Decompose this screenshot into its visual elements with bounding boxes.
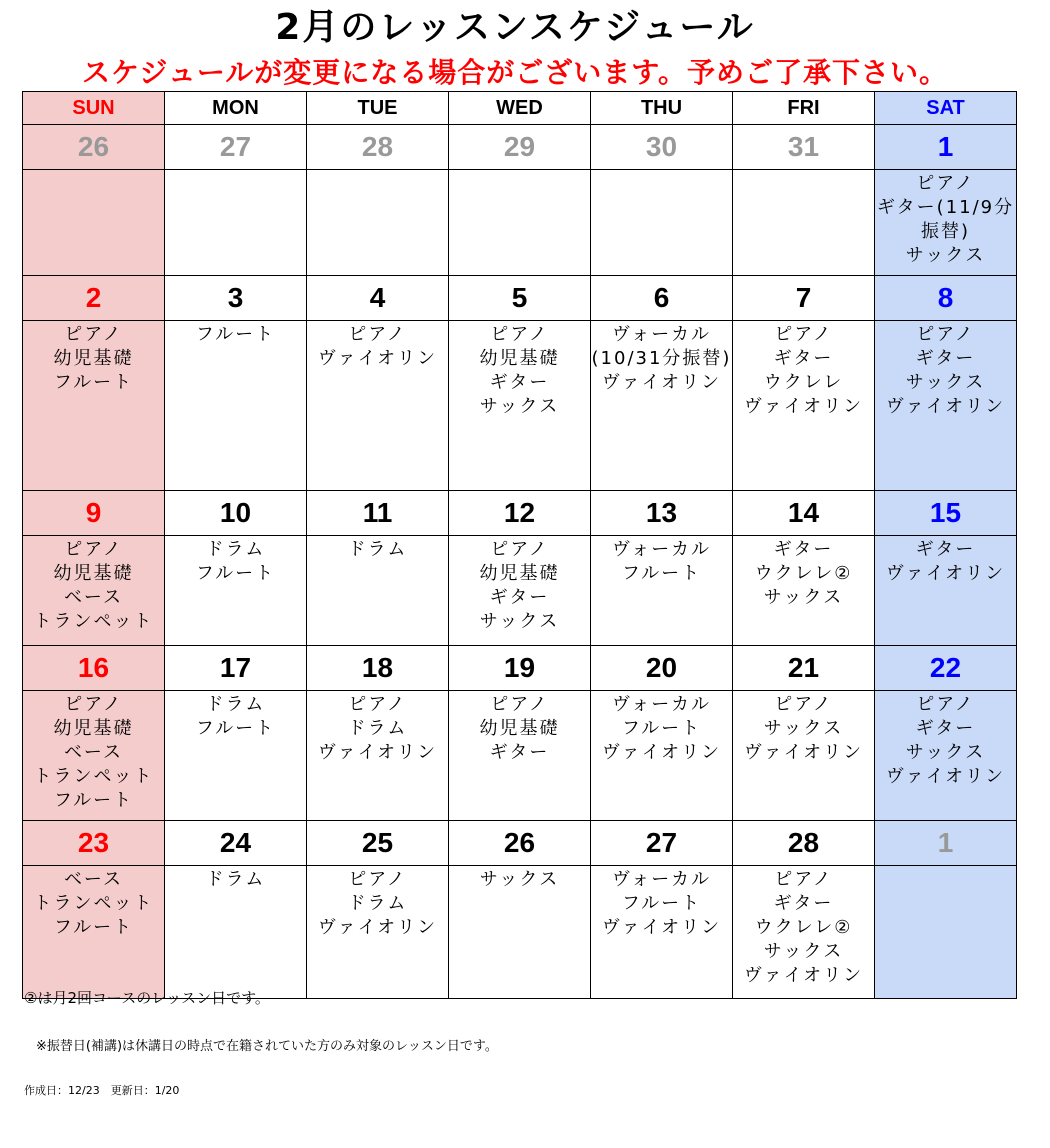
date-number: 13 [591,491,733,536]
lesson-item: フルート [621,563,702,584]
lesson-item: ヴァイオリン [601,372,722,393]
lesson-item: フルート [195,718,276,739]
lesson-item: ピアノ [490,324,549,345]
lesson-item: サックス [479,869,560,890]
page-title: 2月のレッスンスケジュール [275,7,755,48]
weekday-header-row [23,92,1017,125]
day-lessons [875,691,1017,821]
lesson-item: ヴァイオリン [601,917,722,938]
day-lessons [23,691,165,821]
lesson-item: ヴァイオリン [317,348,438,369]
lesson-row [23,691,1017,821]
weekday-sun: SUN [23,92,165,125]
lesson-item: ピアノ [490,694,549,715]
date-number: 1 [875,821,1017,866]
lesson-row [23,536,1017,646]
date-number: 1 [875,125,1017,170]
lesson-row [23,321,1017,491]
lesson-item: ピアノ [348,694,407,715]
lesson-item: トランペット [33,611,154,632]
lesson-item: トランペット [33,766,154,787]
day-lessons [875,321,1017,491]
day-lessons [449,170,591,276]
date-number: 28 [733,821,875,866]
date-number: 19 [449,646,591,691]
date-number: 5 [449,276,591,321]
day-lessons [23,536,165,646]
day-lessons [307,321,449,491]
day-lessons [591,866,733,999]
lesson-item: ピアノ [348,869,407,890]
date-number: 6 [591,276,733,321]
lesson-item: ウクレレ [763,372,844,393]
day-lessons [307,536,449,646]
date-number: 10 [165,491,307,536]
date-number: 2 [23,276,165,321]
day-lessons [591,170,733,276]
lesson-item: ピアノ [916,324,975,345]
weekday-tue: TUE [307,92,449,125]
lesson-item: 幼児基礎 [53,563,134,584]
day-lessons [23,321,165,491]
day-lessons [165,866,307,999]
lesson-item: フルート [621,893,702,914]
created-updated-dates: 作成日：12/23 更新日：1/20 [24,1084,180,1097]
lesson-item: ベース [63,869,124,890]
calendar-body [23,92,1017,999]
lesson-item: ヴァイオリン [317,742,438,763]
change-notice: スケジュールが変更になる場合がございます。予めご了承下さい。 [81,56,949,89]
date-number: 9 [23,491,165,536]
lesson-item: ピアノ [774,869,833,890]
lesson-item: サックス [905,245,986,266]
lesson-item: サックス [479,396,560,417]
lesson-item: ウクレレ② [754,917,853,938]
lesson-item: ヴァイオリン [743,742,864,763]
lesson-item: サックス [763,587,844,608]
date-number: 31 [733,125,875,170]
lesson-item: ヴォーカル [612,539,711,560]
lesson-item: 幼児基礎 [479,348,560,369]
date-number: 14 [733,491,875,536]
date-number: 16 [23,646,165,691]
day-lessons [449,691,591,821]
lesson-item: ドラム [205,694,266,715]
weekday-sat: SAT [875,92,1017,125]
lesson-item: ヴァイオリン [601,742,722,763]
lesson-item: ヴァイオリン [743,396,864,417]
lesson-item: 幼児基礎 [479,563,560,584]
lesson-item: ピアノ [774,694,833,715]
date-number: 22 [875,646,1017,691]
date-number: 29 [449,125,591,170]
lesson-item: トランペット [33,893,154,914]
day-lessons [875,866,1017,999]
day-lessons [165,536,307,646]
lesson-item: ギター [915,718,976,739]
lesson-row [23,866,1017,999]
lesson-item: ピアノ [774,324,833,345]
lesson-item: ドラム [347,893,408,914]
day-lessons [165,691,307,821]
lesson-item: フルート [53,917,134,938]
lesson-item: サックス [763,941,844,962]
lesson-item: ヴォーカル [612,324,711,345]
weekday-mon: MON [165,92,307,125]
lesson-item: フルート [195,563,276,584]
date-number: 12 [449,491,591,536]
lesson-item: フルート [195,324,276,345]
date-number: 27 [165,125,307,170]
lesson-item: ヴォーカル [612,869,711,890]
lesson-item: フルート [53,372,134,393]
day-lessons [307,170,449,276]
weekday-thu: THU [591,92,733,125]
day-lessons [733,536,875,646]
lesson-item: フルート [53,790,134,811]
date-number: 3 [165,276,307,321]
date-number: 27 [591,821,733,866]
lesson-item: ギター [773,539,834,560]
lesson-item: ピアノ [348,324,407,345]
lesson-item: 幼児基礎 [53,718,134,739]
lesson-item: サックス [905,372,986,393]
date-number: 23 [23,821,165,866]
lesson-item: ピアノ [490,539,549,560]
day-lessons [165,170,307,276]
lesson-item: ドラム [347,539,408,560]
date-number: 4 [307,276,449,321]
day-lessons [733,170,875,276]
date-number: 26 [23,125,165,170]
lesson-item: ヴァイオリン [743,965,864,986]
date-number: 18 [307,646,449,691]
lesson-item: ベース [63,742,124,763]
date-number: 21 [733,646,875,691]
weekday-wed: WED [449,92,591,125]
lesson-item: ギター [489,372,550,393]
day-lessons [307,691,449,821]
lesson-item: サックス [905,742,986,763]
day-lessons [591,536,733,646]
lesson-item: ピアノ [64,539,123,560]
day-lessons [449,321,591,491]
lesson-item: ギター [773,893,834,914]
day-lessons [165,321,307,491]
date-number-row [23,276,1017,321]
date-number: 28 [307,125,449,170]
lesson-row [23,170,1017,276]
day-lessons [875,170,1017,276]
lesson-item: ギター [915,539,976,560]
lesson-item: ギター [773,348,834,369]
lesson-item: ドラム [205,869,266,890]
date-number: 30 [591,125,733,170]
lesson-item: ピアノ [916,173,975,194]
date-number-row [23,821,1017,866]
lesson-item: フルート [621,718,702,739]
date-number-row [23,125,1017,170]
lesson-item: ピアノ [916,694,975,715]
lesson-item: ピアノ [64,694,123,715]
lesson-calendar [22,91,1017,999]
day-lessons [591,691,733,821]
lesson-item: ウクレレ② [754,563,853,584]
day-lessons [591,321,733,491]
lesson-item: サックス [763,718,844,739]
date-number-row [23,646,1017,691]
lesson-item: 振替) [920,221,971,242]
date-number-row [23,491,1017,536]
day-lessons [733,866,875,999]
date-number: 11 [307,491,449,536]
date-number: 17 [165,646,307,691]
twice-monthly-note: ②は月2回コースのレッスン日です。 [24,989,270,1007]
lesson-item: 幼児基礎 [479,718,560,739]
lesson-item: ヴォーカル [612,694,711,715]
date-number: 25 [307,821,449,866]
lesson-item: ギター [915,348,976,369]
date-number: 7 [733,276,875,321]
date-number: 26 [449,821,591,866]
lesson-item: ベース [63,587,124,608]
day-lessons [733,321,875,491]
date-number: 8 [875,276,1017,321]
day-lessons [23,866,165,999]
lesson-item: サックス [479,611,560,632]
lesson-item: 幼児基礎 [53,348,134,369]
day-lessons [733,691,875,821]
lesson-item: ドラム [205,539,266,560]
lesson-item: ピアノ [64,324,123,345]
lesson-item: ヴァイオリン [317,917,438,938]
lesson-item: (10/31分振替) [591,348,732,369]
day-lessons [23,170,165,276]
lesson-item: ヴァイオリン [885,563,1006,584]
day-lessons [875,536,1017,646]
date-number: 24 [165,821,307,866]
lesson-item: ギター(11/9分 [876,197,1015,218]
day-lessons [307,866,449,999]
lesson-item: ヴァイオリン [885,766,1006,787]
lesson-item: ヴァイオリン [885,396,1006,417]
day-lessons [449,866,591,999]
date-number: 15 [875,491,1017,536]
makeup-lesson-note: ※振替日(補講)は休講日の時点で在籍されていた方のみ対象のレッスン日です。 [36,1039,498,1054]
weekday-fri: FRI [733,92,875,125]
day-lessons [449,536,591,646]
lesson-item: ギター [489,742,550,763]
lesson-item: ギター [489,587,550,608]
lesson-item: ドラム [347,718,408,739]
date-number: 20 [591,646,733,691]
